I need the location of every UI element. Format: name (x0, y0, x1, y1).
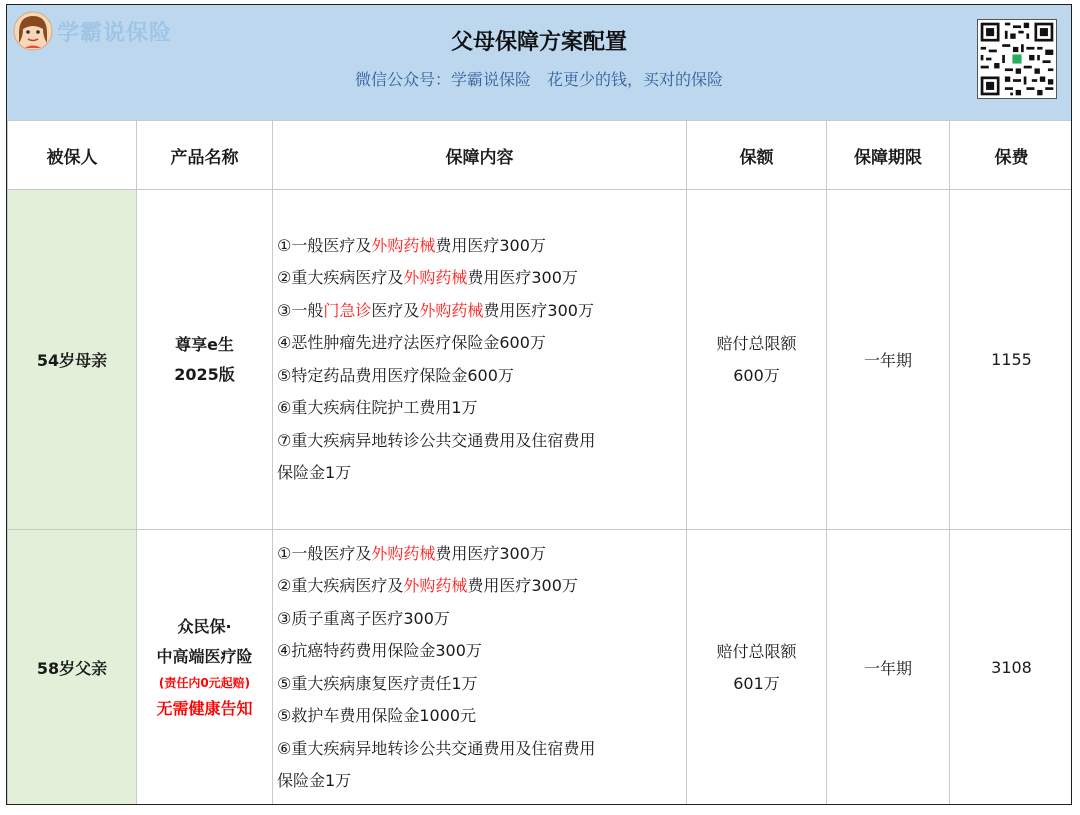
coverage-line (277, 295, 686, 328)
coverage-text: 费用医疗300万 (435, 543, 546, 563)
coverage-line (277, 538, 686, 571)
product-health-note: 无需健康告知 (156, 698, 253, 718)
coverage-text: ⑦重大疾病异地转诊公共交通费用及住宿费用 (277, 430, 596, 450)
coverage-text: ②重大疾病医疗及 (277, 576, 404, 595)
highlight-text: 外购药械 (371, 543, 436, 563)
amount-value: 601万 (733, 673, 780, 693)
product-name: 众民保· (177, 616, 232, 636)
premium-cell: 3108 (950, 530, 1073, 806)
highlight-text: 外购药械 (403, 576, 468, 595)
product-version: 2025版 (174, 364, 235, 384)
header-product: 产品名称 (137, 121, 273, 190)
logo-text: 学霸说保险 (57, 20, 173, 46)
coverage-text: ⑤重大疾病康复医疗责任1万 (277, 673, 478, 693)
coverage-line (277, 570, 686, 603)
product-cell (137, 190, 273, 530)
coverage-line (277, 360, 686, 393)
page-title: 父母保障方案配置 (450, 30, 627, 55)
table-header-row (8, 121, 1073, 190)
coverage-line (277, 392, 686, 425)
coverage-text: 费用医疗300万 (467, 268, 578, 287)
coverage-line (277, 635, 686, 668)
coverage-cell (273, 190, 687, 530)
coverage-line (277, 765, 686, 798)
term-cell: 一年期 (827, 190, 950, 530)
header-coverage: 保障内容 (273, 121, 687, 190)
coverage-text: ③质子重离子医疗300万 (277, 608, 450, 628)
coverage-text: ⑥重大疾病异地转诊公共交通费用及住宿费用 (277, 738, 596, 758)
coverage-line (277, 230, 686, 263)
coverage-line (277, 425, 686, 458)
coverage-text: ④恶性肿瘤先进疗法医疗保险金600万 (277, 333, 546, 352)
coverage-table (7, 120, 1072, 805)
coverage-text: ④抗癌特药费用保险金300万 (277, 641, 482, 660)
coverage-text: ②重大疾病医疗及 (277, 268, 404, 287)
amount-cell (687, 190, 827, 530)
premium-cell: 1155 (950, 190, 1073, 530)
header-premium: 保费 (950, 121, 1073, 190)
insured-cell: 54岁母亲 (8, 190, 137, 530)
coverage-line (277, 668, 686, 701)
coverage-line (277, 327, 686, 360)
coverage-line (277, 603, 686, 636)
qr-code-icon (977, 19, 1057, 99)
coverage-text: ⑤特定药品费用医疗保险金600万 (277, 365, 514, 385)
coverage-line (277, 262, 686, 295)
coverage-text: 保险金1万 (277, 771, 352, 790)
page-subtitle: 微信公众号：学霸说保险 花更少的钱，买对的保险 (354, 70, 723, 89)
highlight-text: 门急诊 (323, 300, 372, 320)
product-version: 中高端医疗险 (156, 646, 253, 666)
table-row (8, 190, 1073, 530)
coverage-text: ⑥重大疾病住院护工费用1万 (277, 398, 478, 417)
coverage-text: 费用医疗300万 (467, 576, 578, 595)
table-row (8, 530, 1073, 806)
product-name: 尊享e生 (175, 334, 234, 354)
highlight-text: 外购药械 (419, 300, 484, 320)
amount-label: 赔付总限额 (716, 641, 797, 661)
header-term: 保障期限 (827, 121, 950, 190)
coverage-text: ⑤救护车费用保险金1000元 (277, 706, 477, 725)
header-amount: 保额 (687, 121, 827, 190)
header-banner (7, 5, 1071, 121)
term-cell: 一年期 (827, 530, 950, 806)
highlight-text: 外购药械 (403, 268, 468, 287)
amount-cell (687, 530, 827, 806)
coverage-text: ①一般医疗及 (277, 235, 372, 255)
amount-value: 600万 (733, 365, 780, 385)
product-note: (责任内0元起赔) (158, 675, 251, 690)
coverage-text: 保险金1万 (277, 463, 352, 482)
coverage-text: ①一般医疗及 (277, 543, 372, 563)
product-cell (137, 530, 273, 806)
coverage-text: 医疗及 (371, 300, 420, 320)
coverage-line (277, 733, 686, 766)
highlight-text: 外购药械 (371, 235, 436, 255)
coverage-text: 费用医疗300万 (483, 300, 594, 320)
insured-cell: 58岁父亲 (8, 530, 137, 806)
document-frame (6, 4, 1072, 805)
coverage-text: ③一般 (277, 300, 324, 320)
coverage-text: 费用医疗300万 (435, 235, 546, 255)
amount-label: 赔付总限额 (716, 333, 797, 353)
coverage-cell (273, 530, 687, 806)
header-insured: 被保人 (8, 121, 137, 190)
coverage-line (277, 457, 686, 490)
coverage-line (277, 700, 686, 733)
